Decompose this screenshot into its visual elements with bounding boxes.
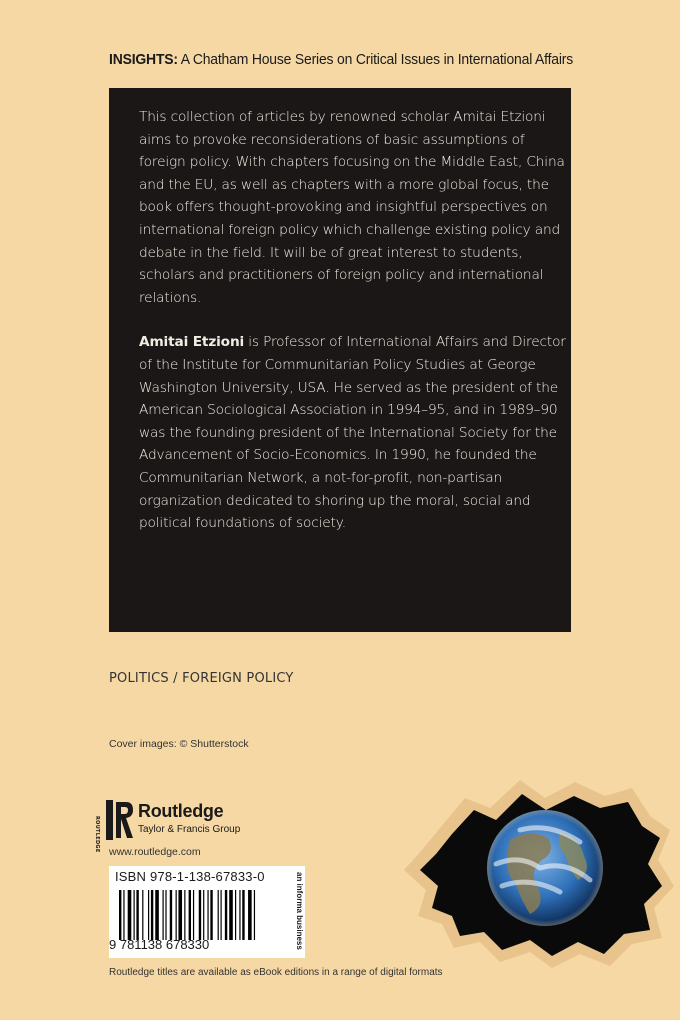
author-bio-text: is Professor of International Affairs and Director of the Institute for Communitarian Policy Studies at George Washington University, USA. He served as the president of the American Sociological Association in 1994–95, and in 1989–90 was the founding president of the International Society for the Advancement of Socio-Economics. In 1990, he founded the Communitarian Network, a not-for-profit, non-partisan organization dedicated to shoring up the moral, social and political foundations of society. [139,334,566,532]
author-name: Amitai Etzioni [139,334,245,351]
publisher-name: Routledge [138,801,224,821]
author-bio [139,331,569,534]
informa-text: an informa business [295,872,304,950]
cover-credit: Cover images: © Shutterstock [109,738,249,750]
series-label: INSIGHTS: [109,51,178,68]
routledge-vertical-text: ROUTLEDGE [94,816,100,853]
blurb-panel [109,88,571,632]
publisher-group: Taylor & Francis Group [138,824,241,835]
informa-label [295,870,305,958]
barcode-digits: 9 781138 678330 [109,937,210,952]
blurb-text [139,106,569,535]
routledge-mark-icon [106,800,134,840]
torn-paper-globe-image [370,768,680,968]
isbn-text: ISBN 978-1-138-67833-0 [115,869,265,884]
book-description: This collection of articles by renowned scholar Amitai Etzioni aims to provoke reconsiderations of basic assumptions of foreign policy. With chapters focusing on the Middle East, China and the EU, as well as chapters with a more global focus, the book offers thought-provoking and insightful perspectives on international foreign policy which challenge existing policy and debate in the field. It will be of great interest to students, scholars and practitioners of foreign policy and international relations. [139,109,565,306]
series-name: A Chatham House Series on Critical Issues in International Affairs [180,51,574,68]
series-title [109,51,574,68]
publisher-url[interactable]: www.routledge.com [109,846,201,858]
barcode-panel [109,866,305,958]
barcode-icon [119,890,283,940]
ebook-note: Routledge titles are available as eBook editions in a range of digital formats [109,967,443,978]
subject-category: POLITICS / FOREIGN POLICY [109,671,294,686]
